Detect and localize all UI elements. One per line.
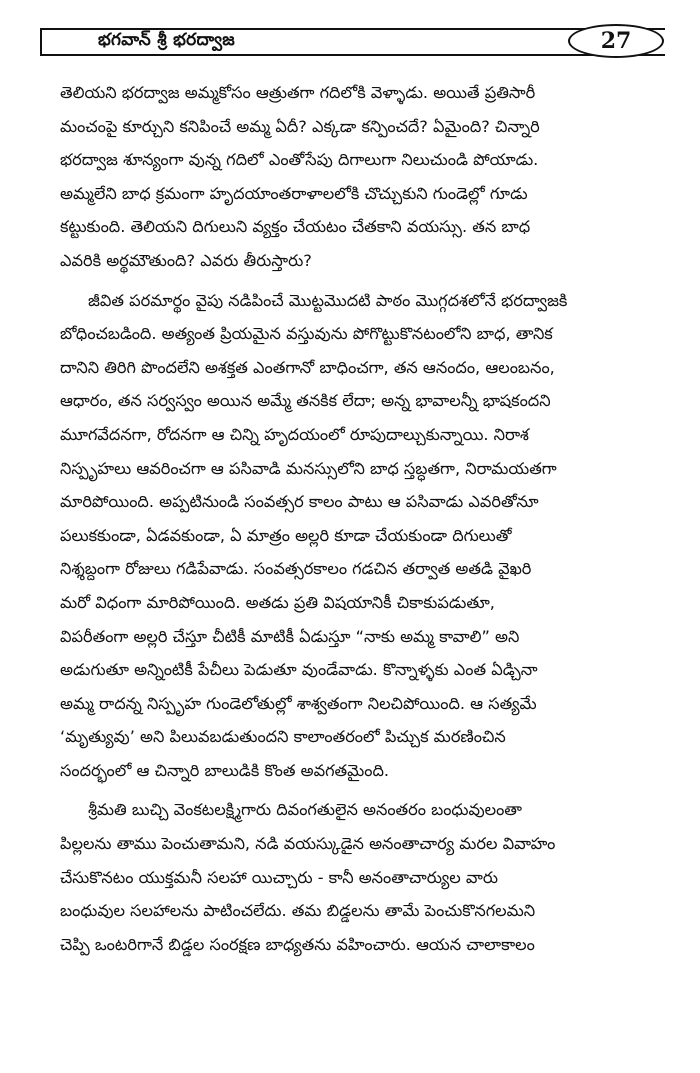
text-line: అమ్మలేని బాధ క్రమంగా హృదయాంతరాళాలలోకి చొచ్చుకుని గుండెల్లో గూడు — [60, 183, 528, 203]
text-line: దానిని తిరిగి పొందలేని అశక్తత ఎంతగానో బాధించగా, తన ఆనందం, ఆలంబనం, — [60, 357, 555, 377]
text-line: బోధించబడింది. అత్యంత ప్రియమైన వస్తువును పోగొట్టుకొనటంలోని బాధ, తానిక — [60, 324, 553, 344]
running-header — [40, 24, 665, 58]
paragraph — [60, 76, 650, 278]
text-line: జీవిత పరమార్థం వైపు నడిపించే మొట్టమొదటి పాఠం మొగ్గదశలోనే భరద్వాజకి — [88, 290, 568, 310]
header-left-bar — [40, 28, 42, 56]
text-line: ఆధారం, తన సర్వస్వం అయిన అమ్మే తనకిక లేదా; అన్న భావాలన్నీ భాషకందని — [60, 391, 551, 411]
text-line: చెప్పి ఒంటరిగానే బిడ్డల సంరక్షణ బాధ్యతను వహించారు. ఆయన చాలాకాలం — [60, 934, 535, 954]
text-line: మారిపోయింది. అప్పటినుండి సంవత్సర కాలం పాటు ఆ పసివాడు ఎవరితోనూ — [60, 492, 539, 512]
body-text — [60, 76, 650, 967]
text-line: విపరీతంగా అల్లరి చేస్తూ చీటికీ మాటికీ ఏడుస్తూ “నాకు అమ్మ కావాలి” అని — [60, 626, 520, 646]
paragraph — [60, 284, 650, 788]
running-title: భగవాన్ శ్రీ భరద్వాజ — [98, 30, 236, 50]
text-line: చేసుకొనటం యుక్తమనీ సలహా యిచ్చారు - కానీ అనంతాచార్యుల వారు — [60, 867, 499, 887]
text-line: ‘మృత్యువు’ అని పిలువబడుతుందని కాలాంతరంలో పిచ్చుక మరణించిన — [60, 727, 506, 747]
paragraph — [60, 793, 650, 961]
text-line: భరద్వాజ శూన్యంగా వున్న గదిలో ఎంతోసేపు దిగాలుగా నిలుచుండి పోయాడు. — [60, 150, 539, 170]
page-number: 27 — [568, 24, 664, 58]
text-line: పిల్లలను తాము పెంచుతామని, నడి వయస్కుడైన అనంతాచార్య మరల వివాహం — [60, 834, 556, 854]
text-line: కట్టుకుంది. తెలియని దిగులుని వ్యక్తం చేయటం చేతకాని వయస్సు. తన బాధ — [60, 217, 531, 237]
text-line: మంచంపై కూర్చుని కనిపించే అమ్మ ఏదీ? ఎక్కడా కన్పించదే? ఏమైంది? చిన్నారి — [60, 116, 540, 136]
text-line: మరో విధంగా మారిపోయింది. అతడు ప్రతి విషయానికీ చికాకుపడుతూ, — [60, 592, 495, 612]
header-bottom-rule — [40, 54, 665, 56]
text-line: సందర్భంలో ఆ చిన్నారి బాలుడికి కొంత అవగతమైంది. — [60, 760, 390, 780]
text-line: బంధువుల సలహాలను పాటించలేదు. తమ బిడ్డలను తామే పెంచుకొనగలమని — [60, 901, 536, 921]
text-line: అమ్మ రాదన్న నిస్పృహ గుండెలోతుల్లో శాశ్వతంగా నిలచిపోయింది. ఆ సత్యమే — [60, 693, 537, 713]
text-line: నిశ్శబ్దంగా రోజులు గడిపేవాడు. సంవత్సరకాలం గడచిన తర్వాత అతడి వైఖరి — [60, 559, 532, 579]
text-line: పలుకకుండా, ఏడవకుండా, ఏ మాత్రం అల్లరి కూడా చేయకుండా దిగులుతో — [60, 525, 512, 545]
text-line: అడుగుతూ అన్నింటికీ పేచీలు పెడుతూ వుండేవాడు. కొన్నాళ్ళకు ఎంత ఏడ్చినా — [60, 660, 538, 680]
text-line: మూగవేదనగా, రోదనగా ఆ చిన్ని హృదయంలో రూపుదాల్చుకున్నాయి. నిరాశ — [60, 424, 529, 444]
text-line: ఎవరికి అర్థమౌతుంది? ఎవరు తీరుస్తారు? — [60, 250, 312, 270]
text-line: తెలియని భరద్వాజ అమ్మకోసం ఆత్రుతగా గదిలోకి వెళ్ళాడు. అయితే ప్రతిసారీ — [60, 83, 536, 102]
text-line: శ్రీమతి బుచ్చి వెంకటలక్ష్మిగారు దివంగతులైన అనంతరం బంధువులంతా — [88, 800, 522, 820]
text-line: నిస్పృహలు ఆవరించగా ఆ పసివాడి మనస్సులోని బాధ స్తబ్ధతగా, నిరామయతగా — [60, 458, 557, 478]
